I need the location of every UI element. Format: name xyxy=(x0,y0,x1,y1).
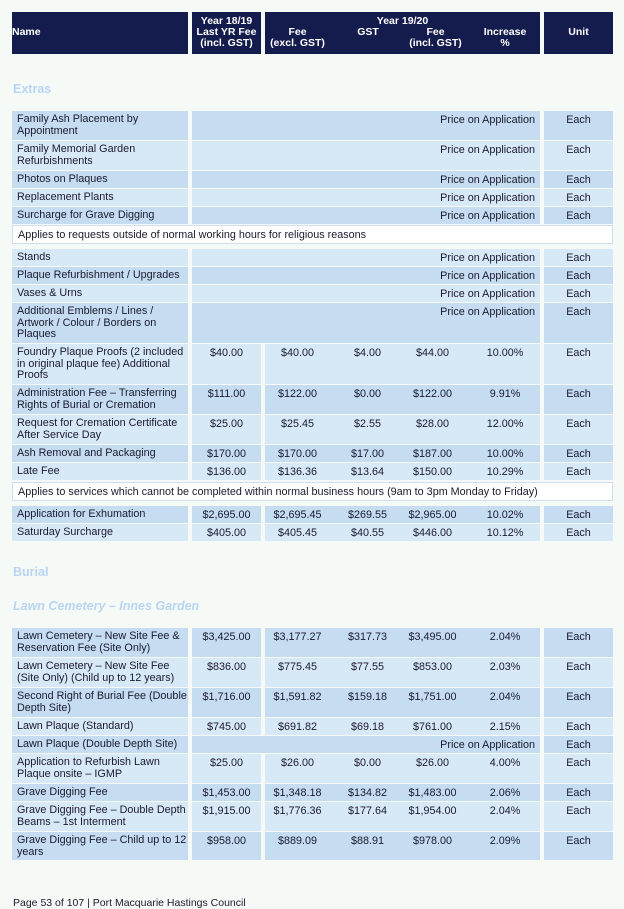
fee-excl-gst: $1,591.82 xyxy=(273,691,322,703)
row-name: Grave Digging Fee – Child up to 12 years xyxy=(12,832,188,860)
header-year-1819 xyxy=(192,12,261,54)
last-yr-fee: $405.00 xyxy=(206,527,247,539)
last-yr-fee: $136.00 xyxy=(206,466,247,478)
price-on-application: Price on Application xyxy=(440,306,535,318)
unit: Each xyxy=(566,388,591,400)
increase-percent: 2.04% xyxy=(489,631,521,643)
header-excl-gst: (excl. GST) xyxy=(270,37,325,49)
table-row xyxy=(0,506,624,523)
gst-amount: $40.55 xyxy=(350,527,385,539)
unit: Each xyxy=(566,306,591,318)
last-yr-fee: $2,695.00 xyxy=(202,509,251,521)
increase-percent: 10.00% xyxy=(486,448,524,460)
gst-amount: $88.91 xyxy=(350,835,385,847)
fee-excl-gst: $1,776.36 xyxy=(273,805,322,817)
increase-percent: 10.29% xyxy=(486,466,524,478)
table-row xyxy=(0,524,624,541)
table-row xyxy=(0,111,624,140)
unit: Each xyxy=(566,288,591,300)
table-row xyxy=(0,207,624,224)
gst-amount: $177.64 xyxy=(347,805,388,817)
header-year-1920 xyxy=(265,12,540,54)
unit: Each xyxy=(566,174,591,186)
table-row xyxy=(0,303,624,343)
unit: Each xyxy=(566,631,591,643)
fee-excl-gst: $3,177.27 xyxy=(273,631,322,643)
fee-incl-gst: $44.00 xyxy=(415,347,450,359)
unit: Each xyxy=(566,347,591,359)
price-on-application: Price on Application xyxy=(440,192,535,204)
header-percent: % xyxy=(500,37,510,49)
table-row xyxy=(0,832,624,860)
row-name: Saturday Surcharge xyxy=(12,524,188,541)
row-name: Late Fee xyxy=(12,463,188,480)
increase-percent: 2.04% xyxy=(489,691,521,703)
row-name: Grave Digging Fee xyxy=(12,784,188,801)
fee-excl-gst: $1,348.18 xyxy=(273,787,322,799)
table-row xyxy=(0,189,624,206)
header-incl-gst-2: (incl. GST) xyxy=(409,37,462,49)
table-row xyxy=(0,415,624,444)
last-yr-fee: $25.00 xyxy=(209,418,244,430)
table-note: Applies to requests outside of normal working hours for religious reasons xyxy=(12,225,613,244)
header-incl-gst-1: (incl. GST) xyxy=(200,37,253,49)
row-name: Lawn Plaque (Double Depth Site) xyxy=(12,736,188,753)
increase-percent: 10.02% xyxy=(486,509,524,521)
gst-amount: $17.00 xyxy=(350,448,385,460)
unit: Each xyxy=(566,691,591,703)
fee-excl-gst: $889.09 xyxy=(277,835,318,847)
row-name: Administration Fee – Transferring Rights of Burial or Cremation xyxy=(12,385,188,414)
gst-amount: $2.55 xyxy=(353,418,382,430)
increase-percent: 9.91% xyxy=(489,388,521,400)
row-name: Replacement Plants xyxy=(12,189,188,206)
row-name: Family Memorial Garden Refurbishments xyxy=(12,141,188,170)
header-year-1920-label: Year 19/20 xyxy=(376,15,429,27)
unit: Each xyxy=(566,661,591,673)
table-row xyxy=(0,344,624,384)
table-row xyxy=(0,463,624,480)
header-gst: GST xyxy=(357,26,379,38)
table-row xyxy=(0,658,624,687)
gst-amount: $159.18 xyxy=(347,691,388,703)
price-on-application: Price on Application xyxy=(440,114,535,126)
fee-incl-gst: $122.00 xyxy=(412,388,453,400)
table-row xyxy=(0,285,624,302)
fee-excl-gst: $25.45 xyxy=(280,418,315,430)
price-on-application: Price on Application xyxy=(440,288,535,300)
price-on-application: Price on Application xyxy=(440,252,535,264)
table-row xyxy=(0,718,624,735)
table-note: Applies to services which cannot be completed within normal business hours (9am to 3pm Monday to Friday) xyxy=(12,482,613,501)
unit: Each xyxy=(566,721,591,733)
gst-amount: $269.55 xyxy=(347,509,388,521)
header-year-1819-label: Year 18/19 xyxy=(200,15,253,27)
fee-excl-gst: $40.00 xyxy=(280,347,315,359)
fee-incl-gst: $1,751.00 xyxy=(408,691,457,703)
row-name: Vases & Urns xyxy=(12,285,188,302)
last-yr-fee: $111.00 xyxy=(207,388,246,400)
fee-incl-gst: $2,965.00 xyxy=(408,509,457,521)
last-yr-fee: $836.00 xyxy=(206,661,247,673)
fee-excl-gst: $122.00 xyxy=(277,388,318,400)
row-name: Lawn Cemetery – New Site Fee & Reservation Fee (Site Only) xyxy=(12,628,188,657)
fee-excl-gst: $170.00 xyxy=(277,448,318,460)
fee-excl-gst: $2,695.45 xyxy=(273,509,322,521)
fee-incl-gst: $446.00 xyxy=(412,527,453,539)
last-yr-fee: $1,453.00 xyxy=(202,787,251,799)
fee-incl-gst: $1,483.00 xyxy=(408,787,457,799)
increase-percent: 2.03% xyxy=(489,661,521,673)
unit: Each xyxy=(566,210,591,222)
price-on-application: Price on Application xyxy=(440,270,535,282)
last-yr-fee: $1,915.00 xyxy=(202,805,251,817)
gst-amount: $0.00 xyxy=(353,388,382,400)
fee-incl-gst: $26.00 xyxy=(415,757,450,769)
table-row xyxy=(0,736,624,753)
row-name: Lawn Plaque (Standard) xyxy=(12,718,188,735)
header-fee-excl: Fee xyxy=(288,26,307,38)
fee-incl-gst: $28.00 xyxy=(415,418,450,430)
price-on-application: Price on Application xyxy=(440,739,535,751)
gst-amount: $317.73 xyxy=(347,631,388,643)
gst-amount: $77.55 xyxy=(350,661,385,673)
increase-percent: 2.06% xyxy=(489,787,521,799)
table-row xyxy=(0,802,624,831)
unit: Each xyxy=(566,466,591,478)
fee-incl-gst: $187.00 xyxy=(412,448,453,460)
gst-amount: $69.18 xyxy=(350,721,385,733)
fee-incl-gst: $150.00 xyxy=(412,466,453,478)
table-row xyxy=(0,171,624,188)
increase-percent: 2.04% xyxy=(489,805,521,817)
price-on-application: Price on Application xyxy=(440,174,535,186)
increase-percent: 4.00% xyxy=(489,757,521,769)
row-name: Foundry Plaque Proofs (2 included in original plaque fee) Additional Proofs xyxy=(12,344,188,384)
fee-incl-gst: $761.00 xyxy=(412,721,453,733)
gst-amount: $0.00 xyxy=(353,757,382,769)
unit: Each xyxy=(566,144,591,156)
row-name: Grave Digging Fee – Double Depth Beams – 1st Interment xyxy=(12,802,188,831)
row-name: Lawn Cemetery – New Site Fee (Site Only) (Child up to 12 years) xyxy=(12,658,188,687)
row-name: Stands xyxy=(12,249,188,266)
section-lawn-cemetery: Lawn Cemetery – Innes Garden xyxy=(13,599,200,613)
increase-percent: 10.12% xyxy=(486,527,524,539)
unit: Each xyxy=(566,252,591,264)
price-on-application: Price on Application xyxy=(440,144,535,156)
header-increase: Increase xyxy=(483,26,527,38)
fee-incl-gst: $3,495.00 xyxy=(408,631,457,643)
unit: Each xyxy=(566,509,591,521)
section-extras: Extras xyxy=(13,82,52,96)
unit: Each xyxy=(566,805,591,817)
header-unit xyxy=(544,12,613,54)
fee-excl-gst: $775.45 xyxy=(277,661,318,673)
header-unit-label: Unit xyxy=(568,26,589,38)
last-yr-fee: $25.00 xyxy=(209,757,244,769)
unit: Each xyxy=(566,757,591,769)
increase-percent: 10.00% xyxy=(486,347,524,359)
page-footer: Page 53 of 107 | Port Macquarie Hastings Council xyxy=(13,897,246,909)
fee-excl-gst: $691.82 xyxy=(277,721,318,733)
table-row xyxy=(0,445,624,462)
row-name: Application for Exhumation xyxy=(12,506,188,523)
unit: Each xyxy=(566,448,591,460)
last-yr-fee: $1,716.00 xyxy=(202,691,251,703)
last-yr-fee: $958.00 xyxy=(206,835,247,847)
row-name: Photos on Plaques xyxy=(12,171,188,188)
unit: Each xyxy=(566,739,591,751)
fee-excl-gst: $405.45 xyxy=(277,527,318,539)
unit: Each xyxy=(566,835,591,847)
gst-amount: $4.00 xyxy=(353,347,382,359)
increase-percent: 2.09% xyxy=(489,835,521,847)
increase-percent: 12.00% xyxy=(486,418,524,430)
row-name: Family Ash Placement by Appointment xyxy=(12,111,188,140)
table-row xyxy=(0,141,624,170)
last-yr-fee: $170.00 xyxy=(206,448,247,460)
table-row xyxy=(0,385,624,414)
unit: Each xyxy=(566,270,591,282)
header-fee-incl: Fee xyxy=(426,26,445,38)
header-name: Name xyxy=(12,26,41,38)
unit: Each xyxy=(566,787,591,799)
row-name: Surcharge for Grave Digging xyxy=(12,207,188,224)
table-row xyxy=(0,754,624,783)
header-last-yr-fee: Last YR Fee xyxy=(196,26,257,38)
table-row xyxy=(0,784,624,801)
row-name: Plaque Refurbishment / Upgrades xyxy=(12,267,188,284)
row-name: Additional Emblems / Lines / Artwork / Colour / Borders on Plaques xyxy=(12,303,188,343)
increase-percent: 2.15% xyxy=(489,721,521,733)
fee-incl-gst: $853.00 xyxy=(412,661,453,673)
last-yr-fee: $745.00 xyxy=(206,721,247,733)
table-header xyxy=(12,12,188,54)
unit: Each xyxy=(566,114,591,126)
gst-amount: $13.64 xyxy=(350,466,385,478)
gst-amount: $134.82 xyxy=(347,787,388,799)
table-row xyxy=(0,688,624,717)
row-name: Application to Refurbish Lawn Plaque onsite – IGMP xyxy=(12,754,188,783)
last-yr-fee: $3,425.00 xyxy=(202,631,251,643)
price-on-application: Price on Application xyxy=(440,210,535,222)
unit: Each xyxy=(566,527,591,539)
section-burial: Burial xyxy=(13,565,49,579)
fee-excl-gst: $26.00 xyxy=(280,757,315,769)
unit: Each xyxy=(566,192,591,204)
table-row xyxy=(0,267,624,284)
last-yr-fee: $40.00 xyxy=(209,347,244,359)
row-name: Request for Cremation Certificate After Service Day xyxy=(12,415,188,444)
row-name: Second Right of Burial Fee (Double Depth Site) xyxy=(12,688,188,717)
fee-incl-gst: $978.00 xyxy=(412,835,453,847)
unit: Each xyxy=(566,418,591,430)
row-name: Ash Removal and Packaging xyxy=(12,445,188,462)
fee-excl-gst: $136.36 xyxy=(277,466,318,478)
table-row xyxy=(0,249,624,266)
fee-incl-gst: $1,954.00 xyxy=(408,805,457,817)
table-row xyxy=(0,628,624,657)
